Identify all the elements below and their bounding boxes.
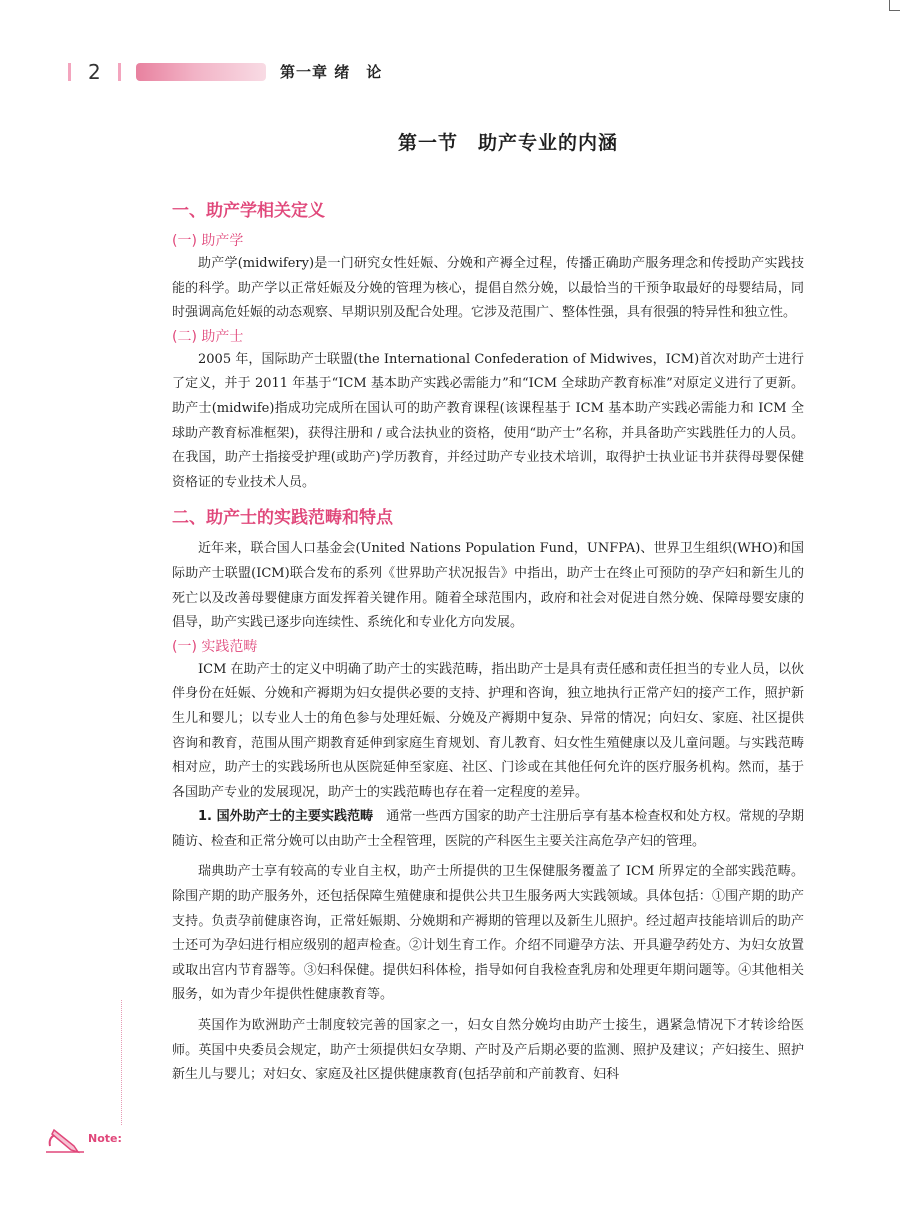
point-title: 1. 国外助产士的主要实践范畴	[198, 809, 374, 825]
margin-note-label: Note:	[88, 1132, 122, 1145]
header-bar-divider	[118, 63, 121, 81]
paragraph-sweden: 瑞典助产士享有较高的专业自主权，助产士所提供的卫生保健服务覆盖了 ICM 所界定的全部实践范畴。除围产期的助产服务外，还包括保障生殖健康和提供公共卫生服务两大实践领域。具体包括：①围产期的助产支持。负责孕前健康咨询，正常妊娠期、分娩期和产褥期的管理以及新生儿照护。经过超声技能培训后的助产士还可为孕妇进行相应级别的超声检查。②计划生育工作。介绍不同避孕方法、开具避孕药处方、为妇女放置或取出宫内节育器等。③妇科保健。提供妇科体检，指导如何自我检查乳房和处理更年期问题等。④其他相关服务，如为青少年提供性健康教育等。	[172, 864, 804, 1003]
paragraph-foreign-scope	[172, 805, 804, 854]
chapter-title: 第一章 绪 论	[280, 63, 383, 81]
point-text: 通常一些西方国家的助产士注册后享有基本检查权和处方权。常规的孕期随访、检查和正常分娩可以由助产士全程管理，医院的产科医生主要关注高危孕产妇的管理。	[172, 809, 804, 849]
paragraph-scope: ICM 在助产士的定义中明确了助产士的实践范畴，指出助产士是具有责任感和责任担当的专业人员，以伙伴身份在妊娠、分娩和产褥期为妇女提供必要的支持、护理和咨询，独立地执行正常产妇的接产工作，照护新生儿和婴儿；以专业人士的角色参与处理妊娠、分娩及产褥期中复杂、异常的情况；向妇女、家庭、社区提供咨询和教育，范围从围产期教育延伸到家庭生育规划、育儿教育、妇女性生殖健康以及儿童问题。与实践范畴相对应，助产士的实践场所也从医院延伸至家庭、社区、门诊或在其他任何允许的医疗服务机构。然而，基于各国助产专业的发展现况，助产士的实践范畴也存在着一定程度的差异。	[172, 661, 804, 800]
heading-definitions: 一、助产学相关定义	[172, 201, 325, 221]
heading-scope-features: 二、助产士的实践范畴和特点	[172, 508, 393, 529]
header-pill-decoration	[136, 63, 266, 81]
margin-note-line	[121, 1000, 122, 1125]
subheading-midwife: (二) 助产士	[172, 328, 244, 345]
running-header	[68, 58, 828, 88]
paragraph-midwifery: 助产学(midwifery)是一门研究女性妊娠、分娩和产褥全过程，传播正确助产服务理念和传授助产实践技能的科学。助产学以正常妊娠及分娩的管理为核心，提倡自然分娩，以最恰当的干预争取最好的母婴结局，同时强调高危妊娠的动态观察、早期识别及配合处理。它涉及范围广、整体性强，具有很强的特异性和独立性。	[172, 256, 804, 321]
paragraph-intro: 近年来，联合国人口基金会(United Nations Population Fund，UNFPA)、世界卫生组织(WHO)和国际助产士联盟(ICM)联合发布的系列《世界助产状况报告》中指出，助产士在终止可预防的孕产妇和新生儿的死亡以及改善母婴健康方面发挥着关键作用。随着全球范围内，政府和社会对促进自然分娩、保障母婴安康的倡导，助产实践已逐步向连续性、系统化和专业化方向发展。	[172, 541, 804, 631]
page-number: 2	[88, 60, 101, 84]
subheading-scope: (一) 实践范畴	[172, 638, 258, 655]
margin-note	[44, 1116, 124, 1156]
header-bar-left	[68, 63, 71, 81]
crop-mark	[889, 0, 900, 11]
paragraph-uk: 英国作为欧洲助产士制度较完善的国家之一，妇女自然分娩均由助产士接生，遇紧急情况下才转诊给医师。英国中央委员会规定，助产士须提供妇女孕期、产时及产后期必要的监测、照护及建议；产妇接生、照护新生儿与婴儿；对妇女、家庭及社区提供健康教育(包括孕前和产前教育、妇科	[172, 1018, 804, 1083]
subheading-midwifery: (一) 助产学	[172, 233, 244, 249]
paragraph-midwife: 2005 年，国际助产士联盟(the International Confederation of Midwives，ICM)首次对助产士进行了定义，并于 2011 年基于“ICM 基本助产实践必需能力”和“ICM 全球助产教育标准”对原定义进行了更新。助产士(midwife)指成功完成所在国认可的助产教育课程(该课程基于 ICM 基本助产实践必需能力和 ICM 全球助产教育标准框架)，获得注册和 / 或合法执业的资格，使用“助产士”名称，并具备助产实践胜任力的人员。在我国，助产士指接受护理(或助产)学历教育，并经过助产专业技术培训，取得护士执业证书并获得母婴保健资格证的专业技术人员。	[172, 351, 804, 490]
page-content	[172, 128, 804, 1088]
section-title: 第一节 助产专业的内涵	[397, 132, 618, 154]
